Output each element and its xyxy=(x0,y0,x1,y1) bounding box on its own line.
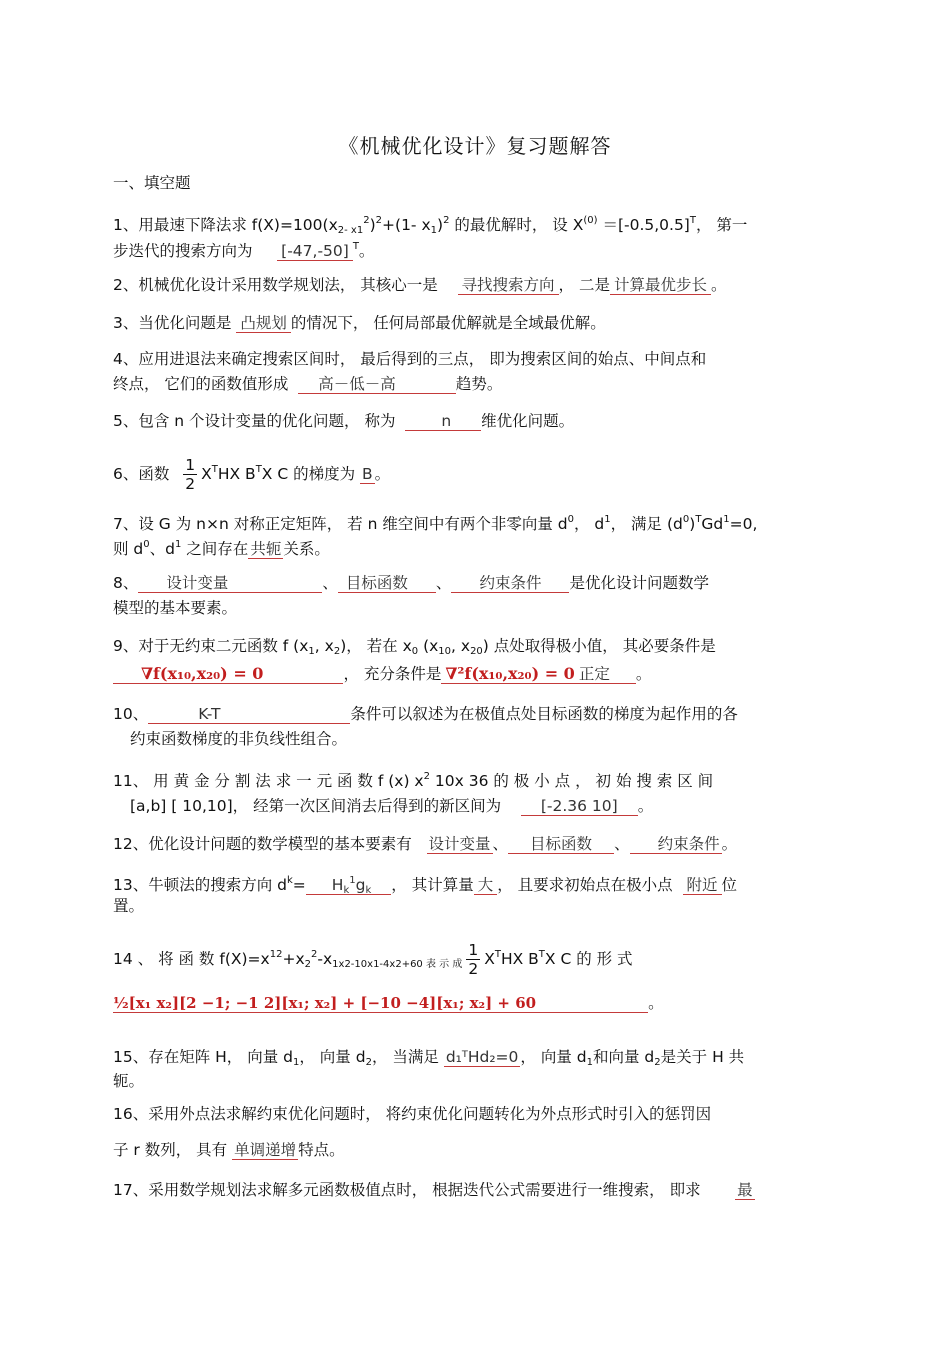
document-title: 《机械优化设计》复习题解答 xyxy=(338,134,612,158)
answer-8c: 约束条件 xyxy=(451,574,569,593)
answer-2a: 寻找搜索方向 xyxy=(458,276,559,295)
section-heading: 一、填空题 xyxy=(113,174,191,192)
question-9-line-2: ∇f(x₁₀,x₂₀) = 0 ， 充分条件是 ∇²f(x₁₀,x₂₀) = 0 正定 。 xyxy=(113,663,651,685)
question-15-line-2: 轭。 xyxy=(113,1072,145,1090)
answer-8b: 目标函数 xyxy=(338,574,436,593)
answer-12c: 约束条件 xyxy=(630,835,722,854)
question-4-line-2: 终点， 它们的函数值形成 高－低－高 趋势。 xyxy=(113,375,503,393)
answer-16: 单调递增 xyxy=(234,1141,297,1159)
answer-13a: $H_k^1g_k$ xyxy=(306,876,391,895)
question-8-line-2: 模型的基本要素。 xyxy=(113,599,238,617)
fraction-half: $\frac{1}{2}$ xyxy=(468,941,479,978)
answer-2b: 计算最优步长 xyxy=(610,276,711,295)
answer-3: 凸规划 xyxy=(236,314,291,333)
answer-17: 最 xyxy=(737,1181,753,1199)
answer-13c: 附近 xyxy=(683,876,722,895)
question-11-line-1: 11、 用 黄 金 分 割 法 求 一 元 函 数 f (x) $x^2$ 10x 36 的 极 小 点 ， 初 始 搜 索 区 间 xyxy=(113,771,714,790)
answer-9a: ∇f(x₁₀,x₂₀) = 0 xyxy=(113,664,343,684)
question-14-line-2: ½[x₁ x₂][2 −1; −1 2][x₁; x₂] + [−10 −4][x₁; x₂] + 60 。 xyxy=(113,994,664,1012)
question-15-line-1: 15、存在矩阵 H， 向量 $d_1$， 向量 $d_2$， 当满足 d₁ᵀHd₂=0 ， 向量 $d_1$和向量 $d_2$是关于 H 共 xyxy=(113,1048,745,1068)
answer-1: [-47,-50] xyxy=(277,242,353,261)
question-13-line-1: 13、牛顿法的搜索方向 $d^k= H_k^1g_k$ ， 其计算量 大 ， 且要求初始点在极小点 附近 位 xyxy=(113,875,738,896)
answer-9b: ∇²f(x₁₀,x₂₀) = 0 xyxy=(441,664,578,684)
answer-12a: 设计变量 xyxy=(428,835,491,853)
question-3: 3、当优化问题是 凸规划 的情况下， 任何局部最优解就是全域最优解。 xyxy=(113,314,606,332)
answer-12b: 目标函数 xyxy=(508,835,614,854)
answer-5: n xyxy=(405,412,481,431)
question-17: 17、采用数学规划法求解多元函数极值点时， 根据迭代公式需要进行一维搜索， 即求 最 xyxy=(113,1181,753,1199)
question-5: 5、包含 n 个设计变量的优化问题， 称为 n 维优化问题。 xyxy=(113,412,575,430)
question-1-line-1: 1、用最速下降法求 $f(X)=100(x_{2- x1}^2)^2+(1-$ $x_1)^2$ 的最优解时， 设 $X^{(0)} =[-0.5,0.5]^T$， 第一 xyxy=(113,215,748,236)
answer-6: B xyxy=(362,465,373,483)
answer-4: 高－低－高 xyxy=(298,375,456,394)
answer-8a: 设计变量 xyxy=(138,574,322,593)
question-14-line-1: 14 、 将 函 数 $f(X)=x^{12}+x_2^2-x_{1x2-10x1-4x2+60 表 示 成}$ $\frac{1}{2}$ $X^THX$ $B^TX$ C 的 形 式 xyxy=(113,941,633,978)
question-7-line-2: 则 $d^0$、$d^1$ 之间存在 共轭 关系。 xyxy=(113,539,330,558)
answer-15: d₁ᵀHd₂=0 xyxy=(445,1048,519,1066)
question-2: 2、机械优化设计采用数学规划法， 其核心一是 寻找搜索方向 ， 二是 计算最优步长 。 xyxy=(113,276,727,294)
question-16-line-1: 16、采用外点法求解约束优化问题时， 将约束优化问题转化为外点形式时引入的惩罚因 xyxy=(113,1105,712,1123)
question-6: 6、函数 $\frac{1}{2}$ $X^THX$ $B^TX$ C 的梯度为 B 。 xyxy=(113,456,391,493)
answer-14: ½[x₁ x₂][2 −1; −1 2][x₁; x₂] + [−10 −4][x₁; x₂] + 60 xyxy=(113,994,648,1013)
answer-7: 共轭 xyxy=(250,540,282,558)
question-10-line-1: 10、 K-T 条件可以叙述为在极值点处目标函数的梯度为起作用的各 xyxy=(113,705,738,723)
answer-10: K-T xyxy=(148,705,350,724)
question-4-line-1: 4、应用进退法来确定搜索区间时， 最后得到的三点， 即为搜索区间的始点、中间点和 xyxy=(113,350,707,368)
fraction-half: $\frac{1}{2}$ xyxy=(185,456,196,493)
question-1-line-2: 步迭代的搜索方向为 [-47,-50] $^T$。 xyxy=(113,241,375,260)
question-11-line-2: [a,b] [ 10,10]， 经第一次区间消去后得到的新区间为 [-2.36 10] 。 xyxy=(130,797,654,815)
question-9-line-1: 9、对于无约束二元函数 f ($x_1$, $x_2$)， 若在 $x_0$ ($x_{10}$, $x_{20}$) 点处取得极小值， 其必要条件是 xyxy=(113,637,716,657)
question-12: 12、优化设计问题的数学模型的基本要素有 设计变量 、 目标函数 、 约束条件 。 xyxy=(113,835,738,853)
question-10-line-2: 约束函数梯度的非负线性组合。 xyxy=(130,730,348,748)
answer-9c: 正定 xyxy=(579,665,636,684)
question-7-line-1: 7、设 G 为 n×n 对称正定矩阵， 若 n 维空间中有两个非零向量 $d^0$， $d^1$， 满足 $(d^0)^TGd^1=0$, xyxy=(113,514,758,533)
question-16-line-2: 子 r 数列， 具有 单调递增 特点。 xyxy=(113,1141,345,1159)
question-8-line-1: 8、 设计变量 、 目标函数 、 约束条件 是优化设计问题数学 xyxy=(113,574,709,592)
question-13-line-2: 置。 xyxy=(113,897,145,915)
answer-13b: 大 xyxy=(474,876,498,895)
answer-11: [-2.36 10] xyxy=(521,797,638,816)
